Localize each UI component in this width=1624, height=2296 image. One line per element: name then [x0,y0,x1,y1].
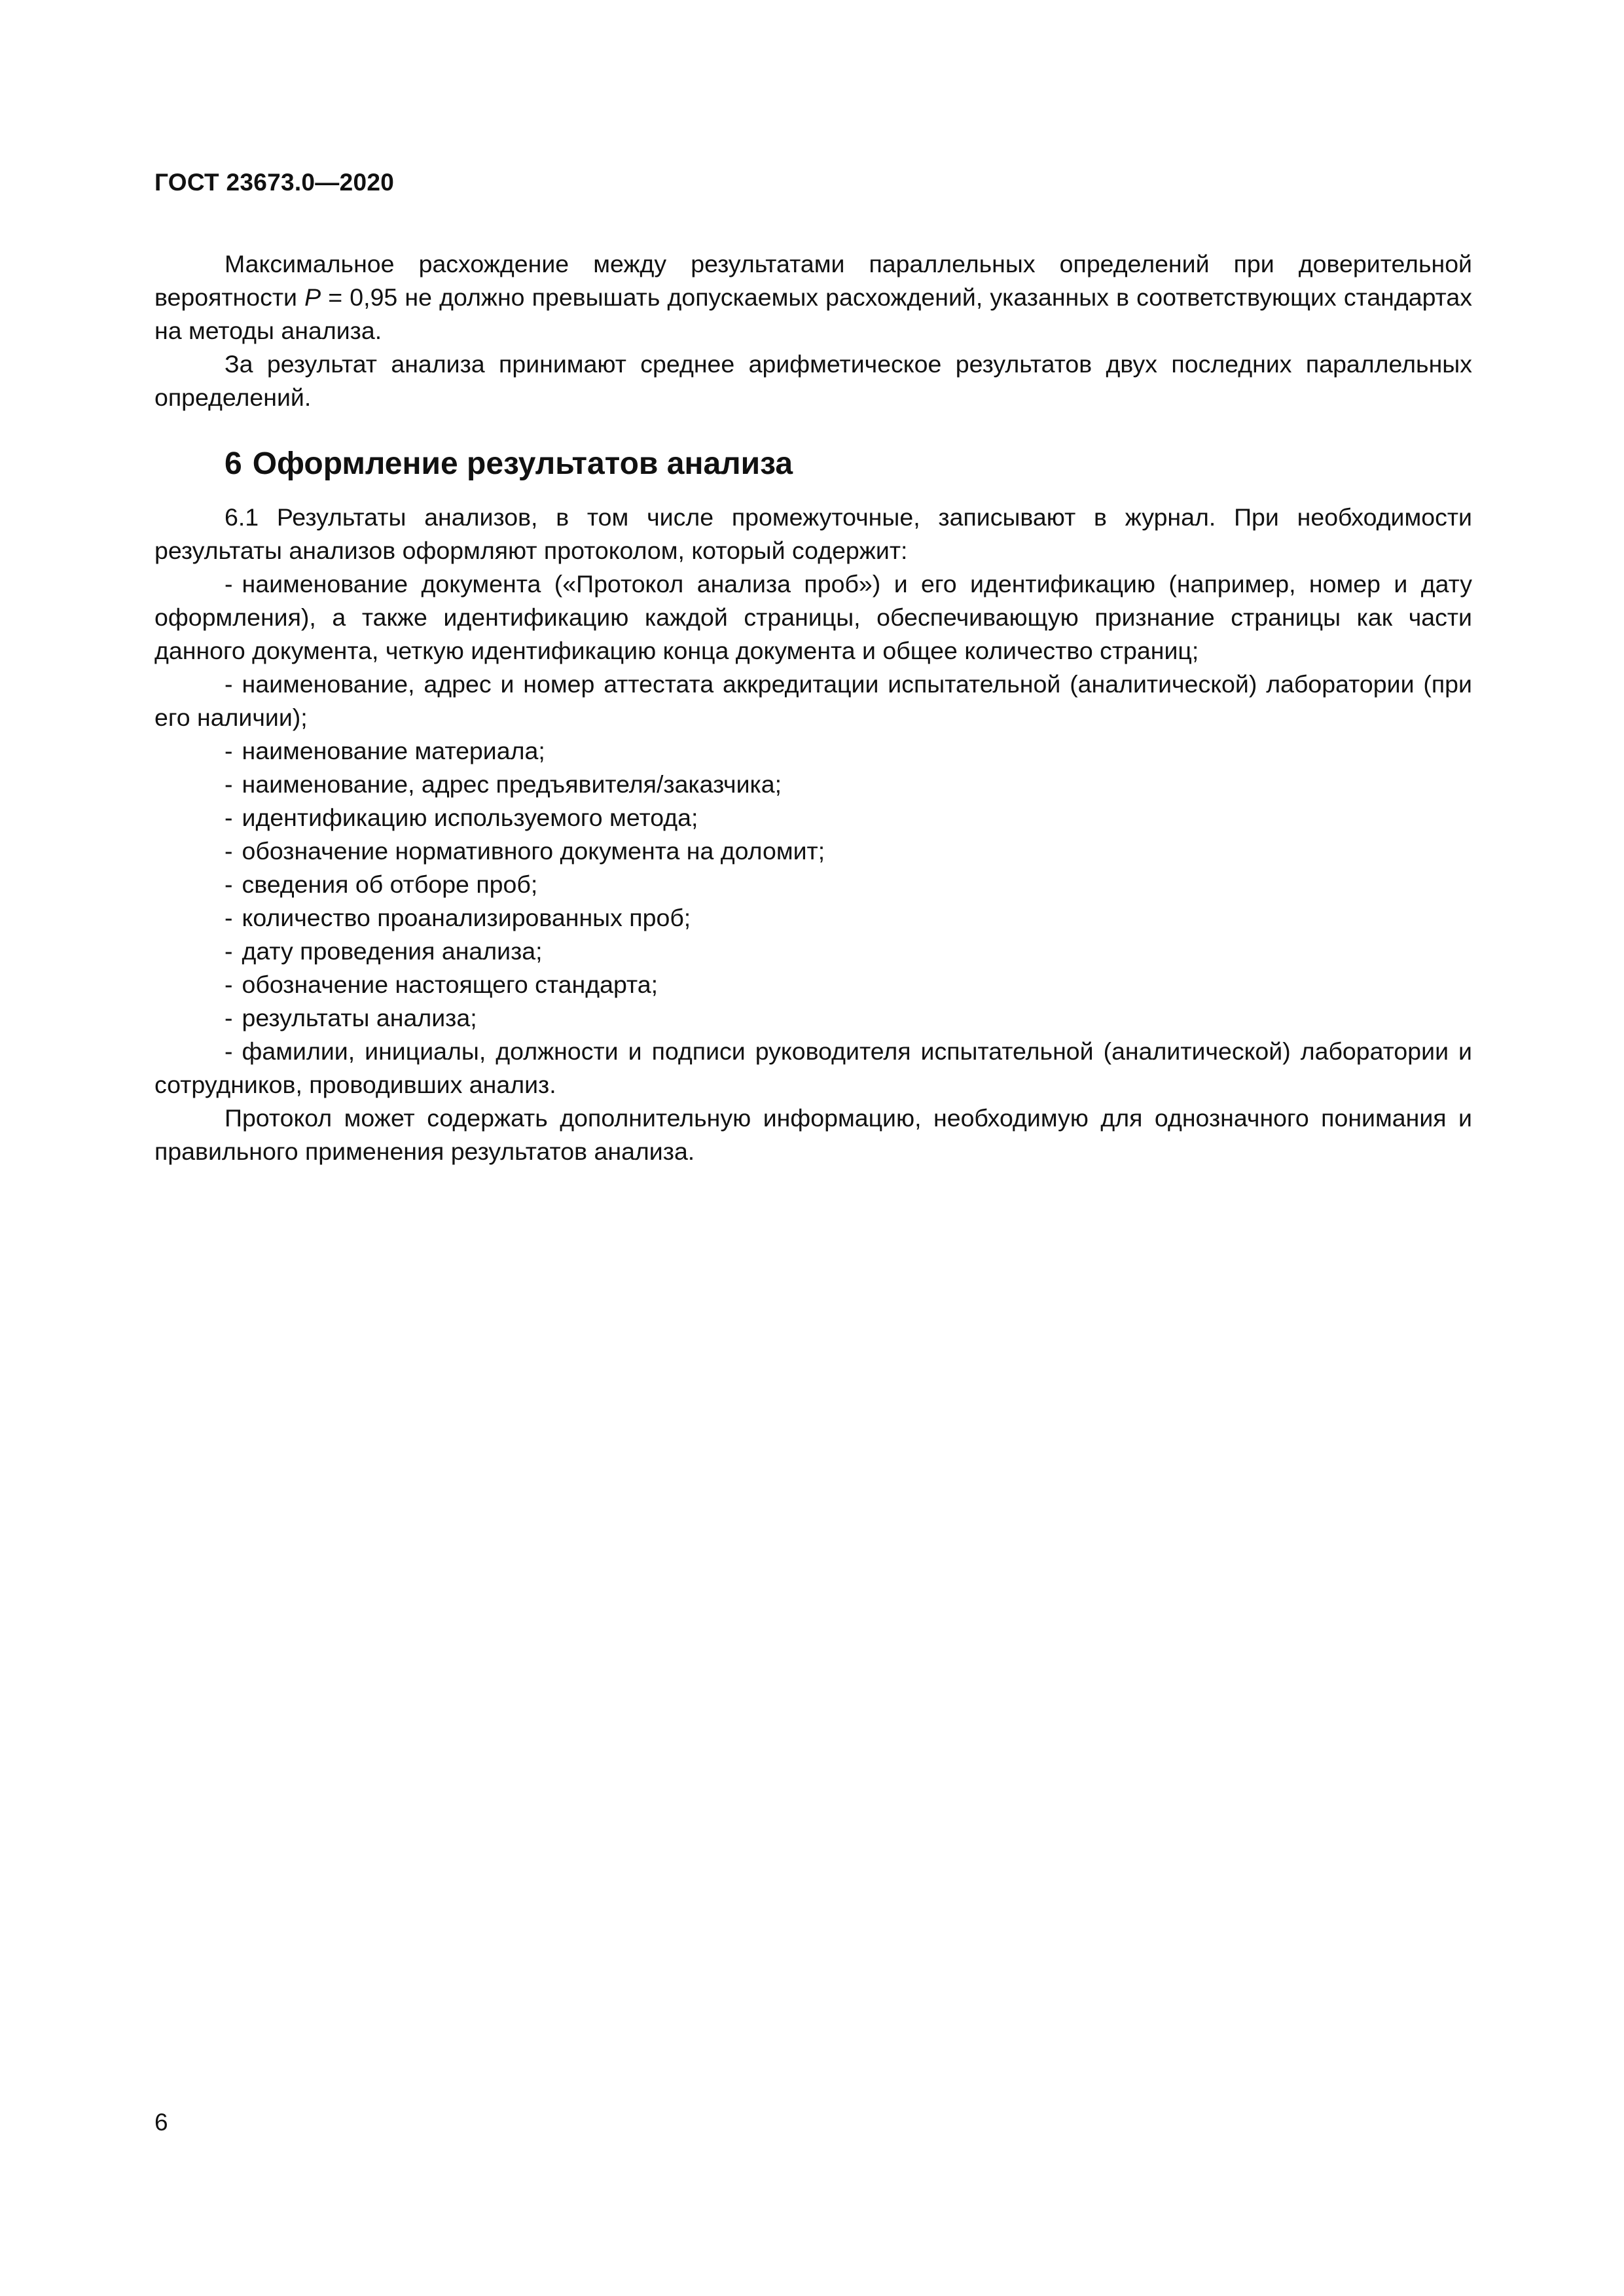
list-item [154,1035,1472,1102]
list-dash: - [225,770,233,798]
list-dash: - [225,971,233,998]
intro-paragraph-1 [154,247,1472,348]
list-item [154,801,1472,834]
document-code-header: ГОСТ 23673.0—2020 [154,169,395,196]
document-body [154,247,1472,1168]
list-dash: - [225,737,233,764]
list-item [154,834,1472,868]
intro-paragraph-2: За результат анализа принимают среднее арифметическое результатов двух последних параллельных определений. [154,350,1472,411]
intro-p1-text-end: = 0,95 не должно превышать допускаемых расхождений, указанных в соответствующих стандартах на методы анализа. [154,283,1473,344]
list-item-text: результаты анализа; [242,1004,477,1031]
list-item-text: наименование, адрес предъявителя/заказчика; [242,770,782,798]
list-item-text: наименование, адрес и номер аттестата аккредитации испытательной (аналитической) лаборатории (при его наличии); [154,670,1472,731]
page-number: 6 [154,2109,168,2136]
list-item [154,1001,1472,1035]
list-dash: - [225,670,233,698]
closing-paragraph: Протокол может содержать дополнительную информацию, необходимую для однозначного понимания и правильного применения результатов анализа. [154,1104,1472,1165]
list-item [154,901,1472,935]
list-item [154,734,1472,768]
list-dash: - [225,1037,233,1065]
section-heading [225,444,1472,484]
list-item [154,868,1472,901]
list-dash: - [225,904,233,931]
list-item-text: идентификацию используемого метода; [242,804,698,831]
list-dash: - [225,570,233,598]
list-item-text: наименование материала; [242,737,545,764]
list-item-text: наименование документа («Протокол анализа проб») и его идентификацию (например, номер и дату оформления), а также идентификацию каждой страницы, обеспечивающую признание страницы как части данного документа, четкую идентификацию конца документа и общее количество страниц; [154,570,1472,664]
clause-6-1-paragraph: 6.1 Результаты анализов, в том числе промежуточные, записывают в журнал. При необходимости результаты анализов оформляют протоколом, который содержит: [154,503,1472,564]
list-item [154,968,1472,1001]
list-item [154,567,1472,668]
list-item-text: фамилии, инициалы, должности и подписи руководителя испытательной (аналитической) лаборатории и сотрудников, проводивших анализ. [154,1037,1472,1098]
list-dash: - [225,804,233,831]
list-item-text: обозначение нормативного документа на доломит; [242,837,825,865]
list-item [154,668,1472,734]
intro-p1-text-start: Максимальное расхождение между результатами параллельных определений при доверительной вероятности [154,250,1472,311]
list-item-text: количество проанализированных проб; [242,904,691,931]
list-item-text: сведения об отборе проб; [242,870,538,898]
list-item [154,935,1472,968]
section-title: Оформление результатов анализа [252,446,793,481]
list-dash: - [225,1004,233,1031]
section-number: 6 [225,446,242,481]
list-dash: - [225,870,233,898]
protocol-contents-list [154,567,1472,1102]
list-item-text: обозначение настоящего стандарта; [242,971,659,998]
list-item [154,768,1472,801]
probability-variable: P [304,283,321,311]
list-dash: - [225,837,233,865]
list-item-text: дату проведения анализа; [242,937,543,965]
list-dash: - [225,937,233,965]
